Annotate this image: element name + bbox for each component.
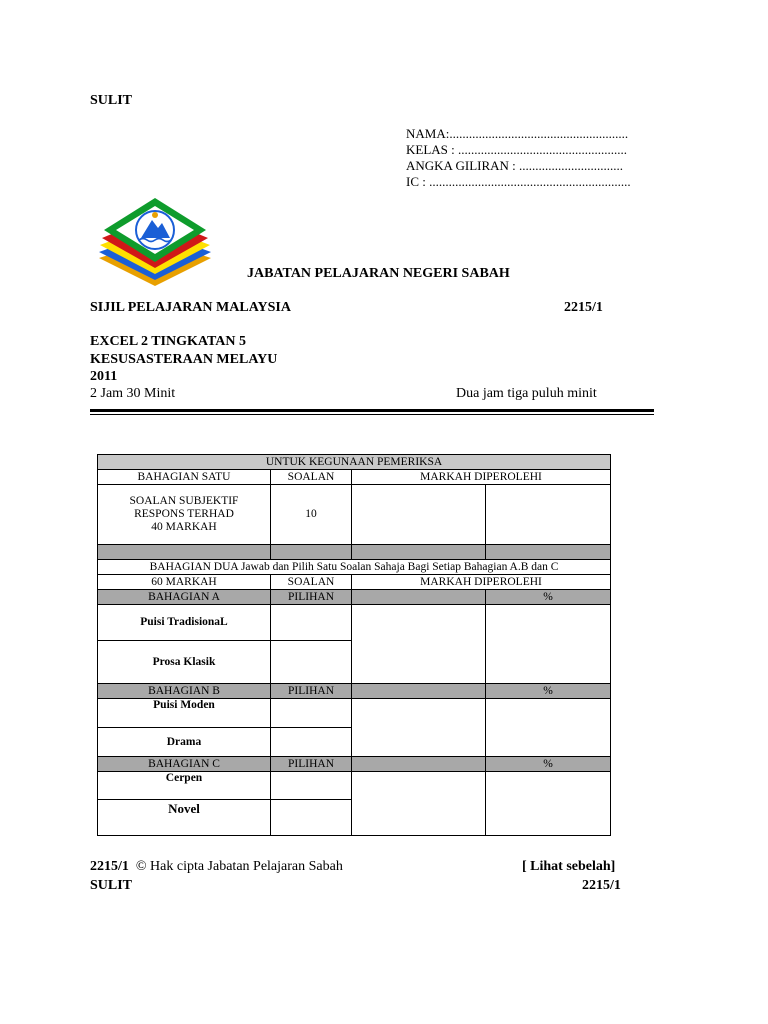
- section-a-blank: [352, 590, 486, 605]
- candidate-info: [406, 126, 631, 190]
- part2-header-soalan: SOALAN: [271, 575, 352, 590]
- table-caption: UNTUK KEGUNAAN PEMERIKSA: [98, 455, 611, 470]
- section-b-percent: %: [486, 684, 611, 699]
- angka-giliran-field: ANGKA GILIRAN : ................................: [406, 158, 624, 173]
- section-c-item: Cerpen: [98, 772, 271, 800]
- section-c-header: BAHAGIAN C: [98, 757, 271, 772]
- footer-sulit: SULIT: [90, 878, 133, 893]
- crest-icon: [94, 196, 216, 288]
- section-b-choice: PILIHAN: [271, 684, 352, 699]
- nama-field: NAMA:.......................................................: [406, 126, 629, 141]
- footer-code: 2215/1: [90, 859, 129, 874]
- spacer-cell: [98, 545, 271, 560]
- section-a-header: BAHAGIAN A: [98, 590, 271, 605]
- part2-header-diperolehi: MARKAH DIPEROLEHI: [352, 575, 611, 590]
- footer-code-right: 2215/1: [582, 878, 621, 893]
- section-a-item: Puisi TradisionaL: [98, 605, 271, 641]
- mark-cell[interactable]: [352, 605, 486, 684]
- choice-cell[interactable]: [271, 641, 352, 684]
- part1-label-line: 40 MARKAH: [151, 521, 217, 533]
- choice-cell[interactable]: [271, 605, 352, 641]
- choice-cell[interactable]: [271, 772, 352, 800]
- footer-left: [90, 858, 343, 875]
- divider-thin: [90, 414, 654, 415]
- choice-cell[interactable]: [271, 699, 352, 728]
- part1-header-soalan: SOALAN: [271, 470, 352, 485]
- section-c-choice: PILIHAN: [271, 757, 352, 772]
- excel-label: EXCEL 2 TINGKATAN 5: [90, 334, 246, 349]
- subject-label: KESUSASTERAAN MELAYU: [90, 352, 278, 367]
- year-label: 2011: [90, 369, 118, 384]
- section-a-choice: PILIHAN: [271, 590, 352, 605]
- part1-label-line: SOALAN SUBJEKTIF: [129, 495, 239, 507]
- paper-code: 2215/1: [564, 300, 603, 315]
- department-title: JABATAN PELAJARAN NEGERI SABAH: [247, 266, 510, 281]
- choice-cell[interactable]: [271, 800, 352, 836]
- part1-header-bahagian: BAHAGIAN SATU: [98, 470, 271, 485]
- spacer-cell: [486, 545, 611, 560]
- section-c-item: Novel: [98, 800, 271, 836]
- part2-instruction: BAHAGIAN DUA Jawab dan Pilih Satu Soalan Sahaja Bagi Setiap Bahagian A.B dan C: [98, 560, 611, 575]
- part1-label-line: RESPONS TERHAD: [134, 508, 234, 520]
- examiner-table: [97, 454, 611, 836]
- mark-cell[interactable]: [352, 772, 486, 836]
- percent-cell[interactable]: [486, 605, 611, 684]
- footer-copyright: © Hak cipta Jabatan Pelajaran Sabah: [135, 859, 343, 874]
- spacer-cell: [352, 545, 486, 560]
- mark-cell[interactable]: [352, 699, 486, 757]
- part1-mark-cell[interactable]: [352, 485, 486, 545]
- duration-words: Dua jam tiga puluh minit: [456, 386, 597, 401]
- percent-cell[interactable]: [486, 772, 611, 836]
- spacer-cell: [271, 545, 352, 560]
- section-b-blank: [352, 684, 486, 699]
- choice-cell[interactable]: [271, 728, 352, 757]
- section-a-item: Prosa Klasik: [98, 641, 271, 684]
- part2-header-markah: 60 MARKAH: [98, 575, 271, 590]
- kelas-field: KELAS : ....................................................: [406, 142, 627, 157]
- part1-label: [98, 485, 271, 545]
- duration-label: 2 Jam 30 Minit: [90, 386, 176, 401]
- part1-soalan-value: 10: [271, 485, 352, 545]
- section-b-header: BAHAGIAN B: [98, 684, 271, 699]
- section-c-blank: [352, 757, 486, 772]
- percent-cell[interactable]: [486, 699, 611, 757]
- sulit-label: SULIT: [90, 93, 133, 108]
- section-b-item: Puisi Moden: [98, 699, 271, 728]
- part1-header-markah: MARKAH DIPEROLEHI: [352, 470, 611, 485]
- ic-field: IC : ..............................................................: [406, 174, 631, 189]
- section-b-item: Drama: [98, 728, 271, 757]
- section-a-percent: %: [486, 590, 611, 605]
- part1-mark-cell[interactable]: [486, 485, 611, 545]
- divider-thick: [90, 409, 654, 412]
- footer-next-page: [ Lihat sebelah]: [522, 859, 616, 874]
- section-c-percent: %: [486, 757, 611, 772]
- exam-title: SIJIL PELAJARAN MALAYSIA: [90, 300, 291, 315]
